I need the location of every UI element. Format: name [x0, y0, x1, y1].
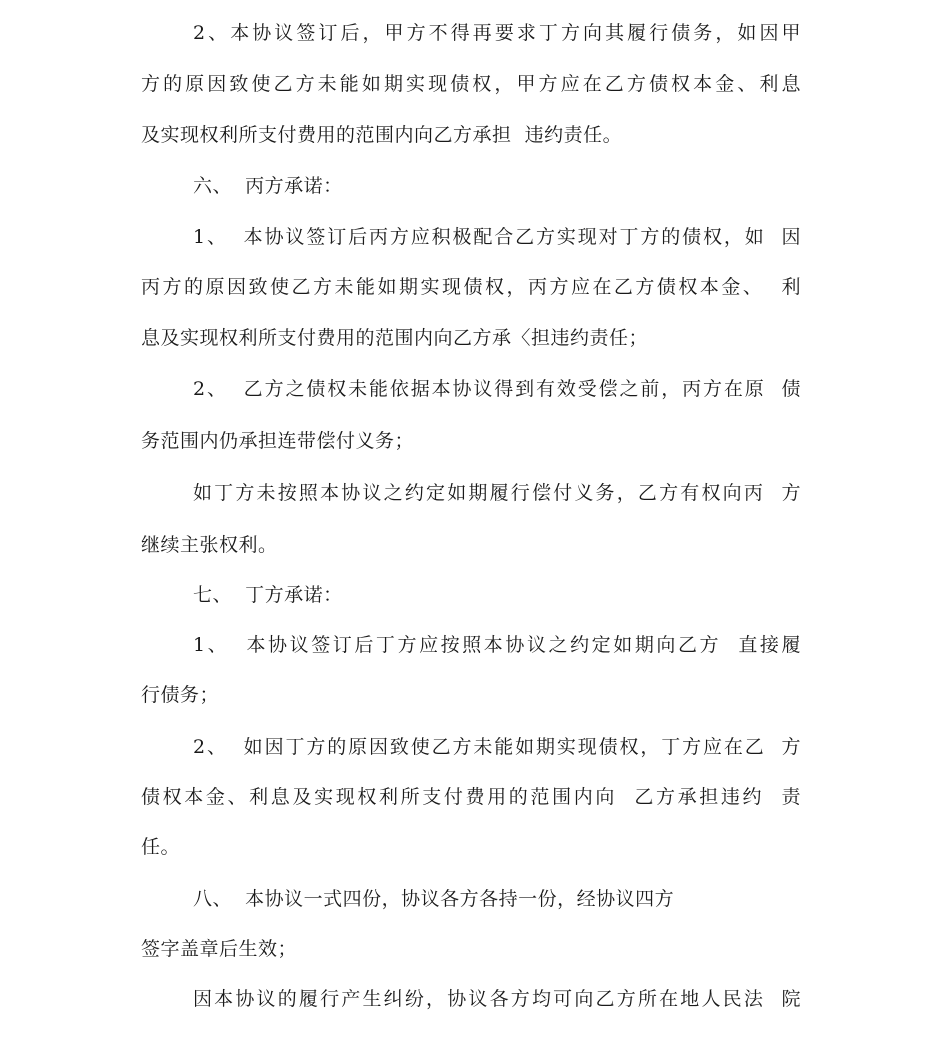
text-line-5: 1、 本协议签订后丙方应积极配合乙方实现对丁方的债权，如 因 — [193, 226, 801, 248]
text-line-19: 签字盖章后生效； — [141, 938, 298, 960]
text-line-1: 2、本协议签订后，甲方不得再要求丁方向其履行债务，如因甲 — [193, 22, 801, 44]
text-line-14: 行债务； — [141, 684, 220, 706]
text-line-6: 丙方的原因致使乙方未能如期实现债权，丙方应在乙方债权本金、 利 — [141, 276, 801, 298]
section-heading-6: 六、 丙方承诺： — [193, 175, 343, 197]
section-heading-7: 七、 丁方承诺： — [193, 584, 343, 606]
text-line-17: 任。 — [141, 836, 181, 858]
text-line-9: 务范围内仍承担连带偿付义务； — [141, 430, 415, 452]
text-line-11: 继续主张权利。 — [141, 534, 278, 556]
text-line-20: 因本协议的履行产生纠纷，协议各方均可向乙方所在地人民法 院 — [193, 988, 801, 1010]
text-line-7: 息及实现权利所支付费用的范围内向乙方承〈担违约责任； — [141, 327, 649, 349]
text-line-10: 如丁方未按照本协议之约定如期履行偿付义务，乙方有权向丙 方 — [193, 482, 801, 504]
text-line-15: 2、 如因丁方的原因致使乙方未能如期实现债权，丁方应在乙 方 — [193, 736, 801, 758]
text-line-3: 及实现权利所支付费用的范围内向乙方承担 违约责任。 — [141, 124, 623, 146]
text-line-16: 债权本金、利息及实现权利所支付费用的范围内向 乙方承担违约 责 — [141, 786, 801, 808]
text-line-2: 方的原因致使乙方未能如期实现债权，甲方应在乙方债权本金、利息 — [141, 73, 801, 95]
section-heading-8: 八、 本协议一式四份，协议各方各持一份，经协议四方 — [193, 888, 675, 910]
text-line-8: 2、 乙方之债权未能依据本协议得到有效受偿之前，丙方在原 债 — [193, 378, 801, 400]
text-line-13: 1、 本协议签订后丁方应按照本协议之约定如期向乙方 直接履 — [193, 634, 801, 656]
